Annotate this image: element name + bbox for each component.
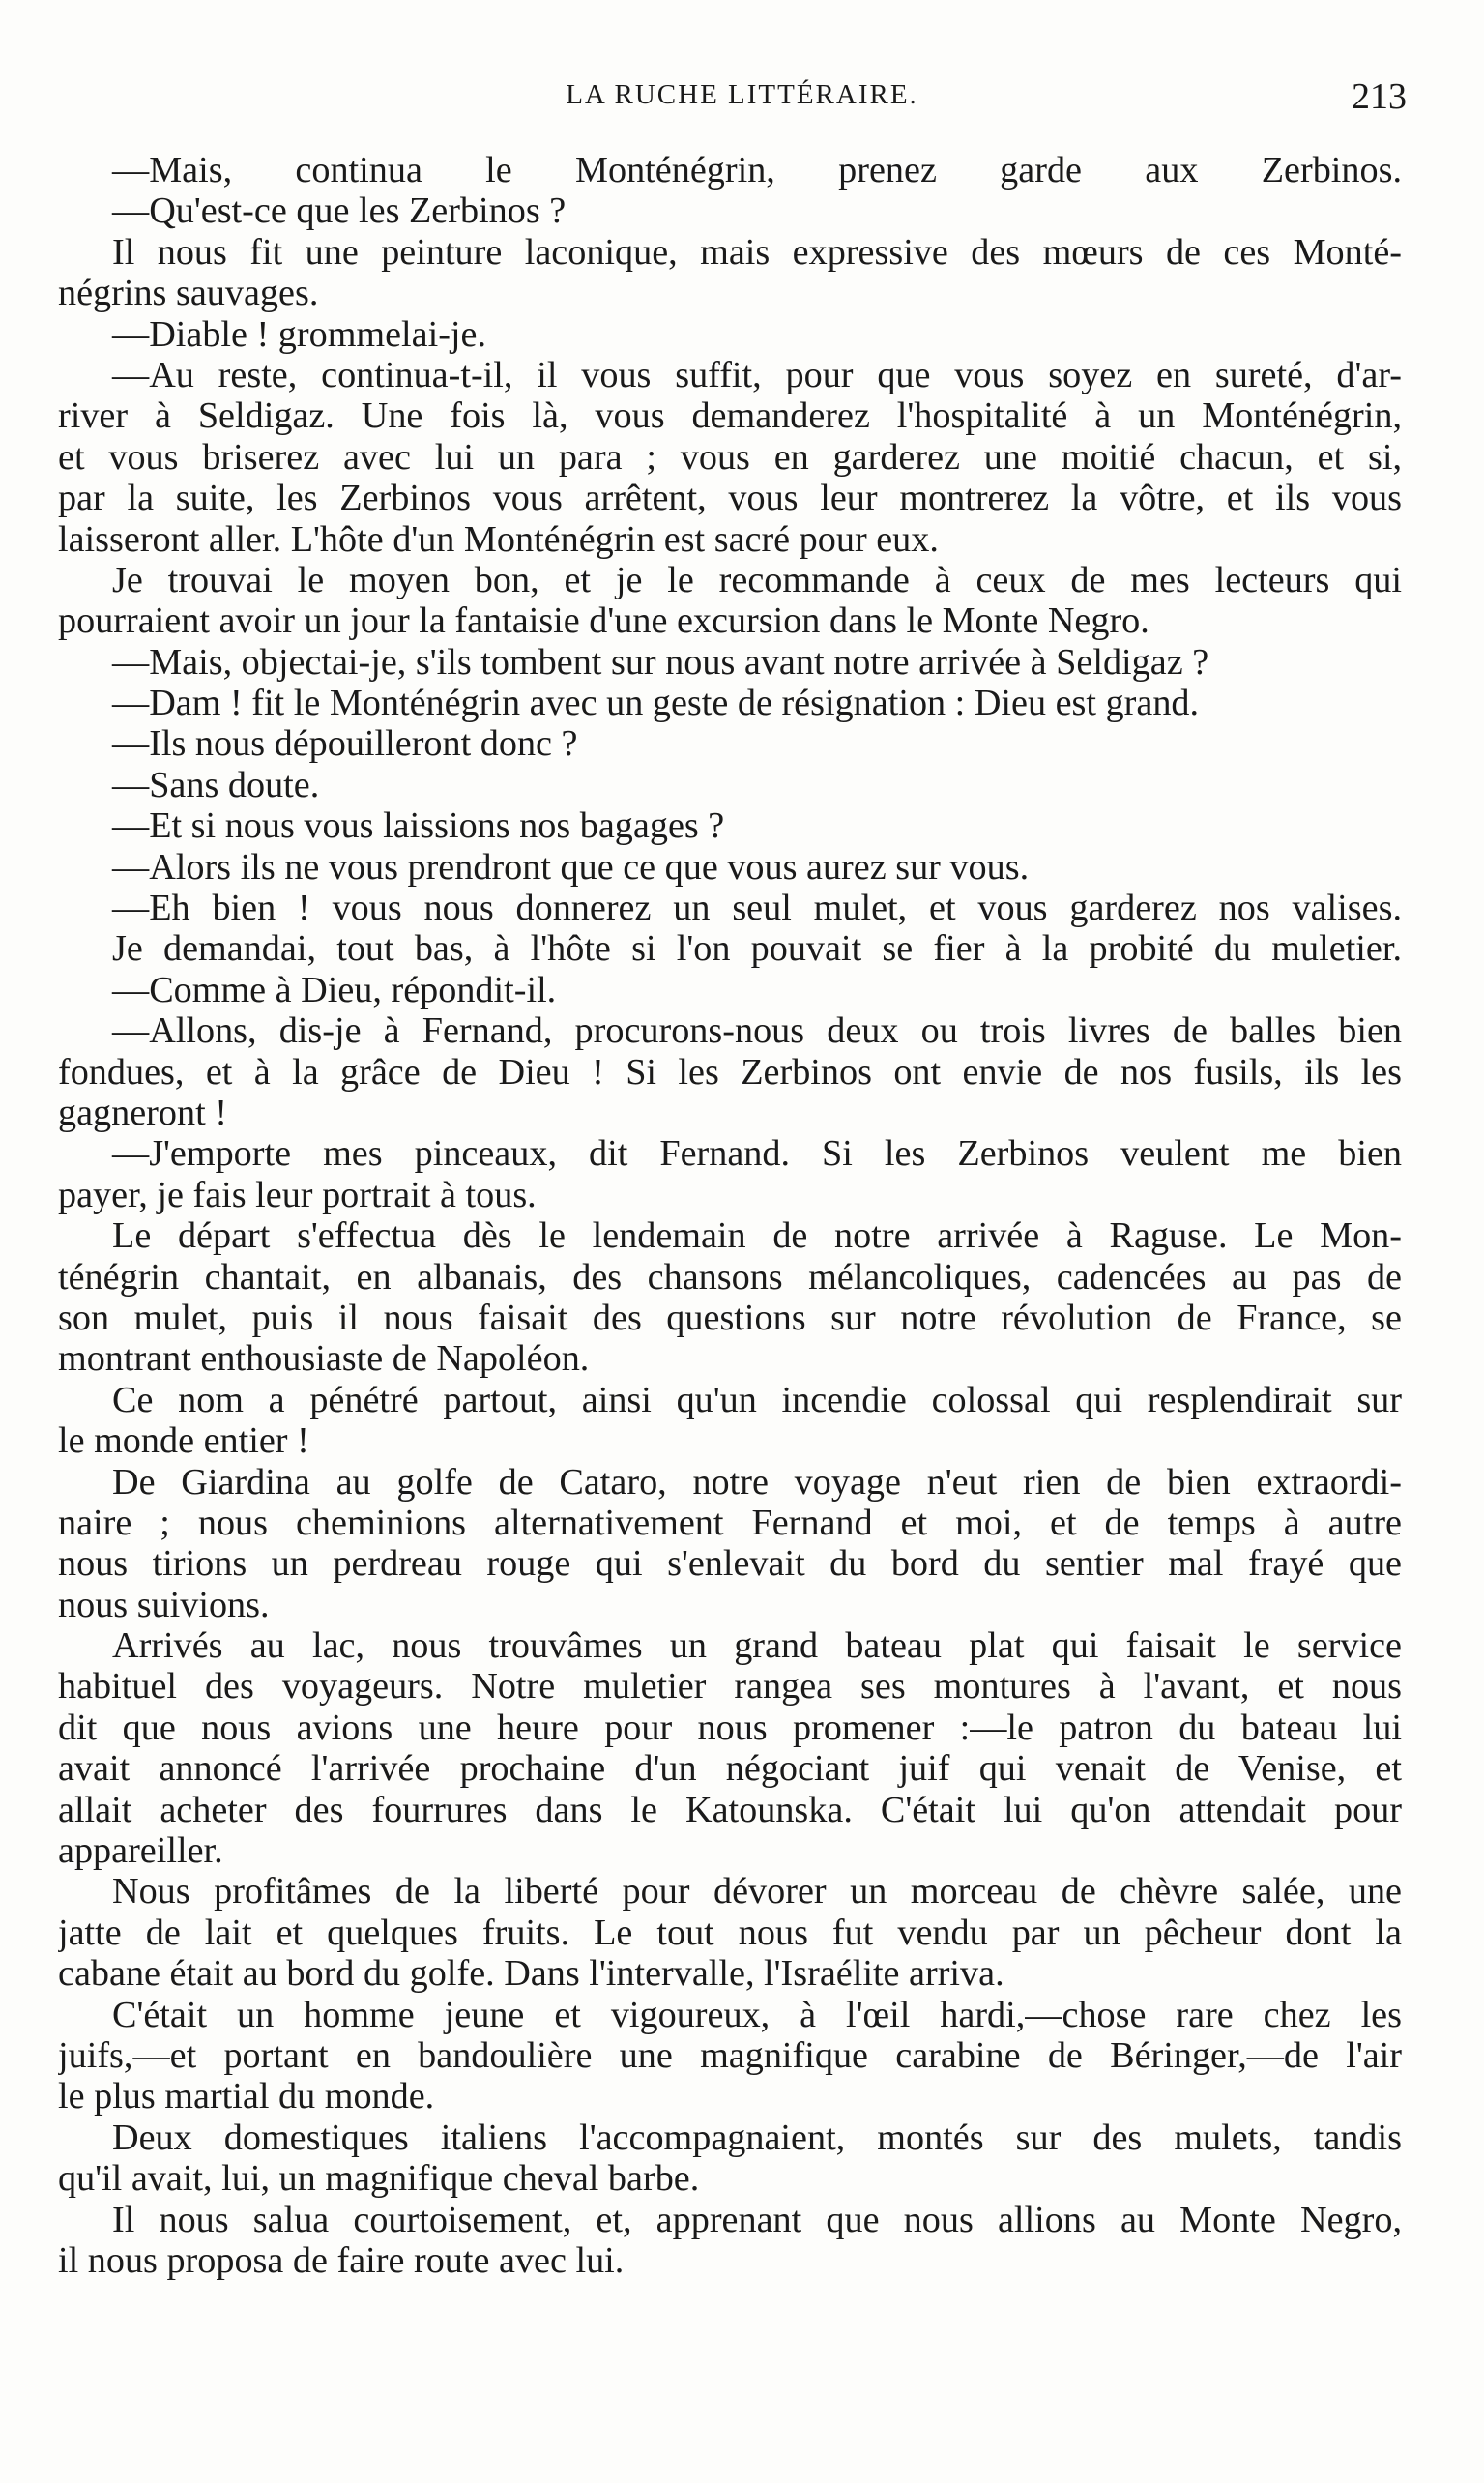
text-line: nous suivions. [58,1584,270,1625]
text-line: —Mais, continua le Monténégrin, prenez garde aux Zerbinos. [112,150,1402,190]
running-head [77,76,1407,122]
text-line: —J'emporte mes pinceaux, dit Fernand. Si les Zerbinos veulent me bien [112,1133,1402,1175]
text-line: Il nous salua courtoisement, et, apprenant que nous allions au Monte Negro, [112,2199,1402,2240]
text-line: négrins sauvages. [58,273,319,314]
text-line: Le départ s'effectua dès le lendemain de notre arrivée à Raguse. Le Mon- [112,1215,1402,1257]
text-line: par la suite, les Zerbinos vous arrêtent, vous leur montrerez la vôtre, et ils vous [58,478,1402,519]
text-line: le plus martial du monde. [58,2076,435,2118]
text-line: river à Seldigaz. Une fois là, vous demanderez l'hospitalité à un Monténégrin, [58,395,1402,437]
text-line: —Alors ils ne vous prendront que ce que vous aurez sur vous. [112,846,1030,888]
text-line: il nous proposa de faire route avec lui. [58,2239,625,2281]
text-line: qu'il avait, lui, un magnifique cheval barbe. [58,2158,700,2200]
text-line: montrant enthousiaste de Napoléon. [58,1338,590,1380]
text-line: —Sans doute. [112,764,320,805]
text-line: payer, je fais leur portrait à tous. [58,1174,537,1215]
text-line: Je trouvai le moyen bon, et je le recommande à ceux de mes lecteurs qui [112,559,1402,600]
text-line: Il nous fit une peinture laconique, mais expressive des mœurs de ces Monté- [112,231,1402,273]
text-line: —Eh bien ! vous nous donnerez un seul mulet, et vous garderez nos valises. [112,888,1402,929]
text-line: Arrivés au lac, nous trouvâmes un grand bateau plat qui faisait le service [112,1625,1402,1667]
text-line: —Ils nous dépouilleront donc ? [112,723,578,765]
text-line: Deux domestiques italiens l'accompagnaient, montés sur des mulets, tandis [112,2117,1402,2158]
text-line: appareiller. [58,1830,223,1872]
text-line: habituel des voyageurs. Notre muletier rangea ses montures à l'avant, et nous [58,1666,1402,1708]
text-line: —Diable ! grommelai-je. [112,313,487,355]
text-line: juifs,—et portant en bandoulière une magnifique carabine de Béringer,—de l'air [58,2034,1402,2076]
text-line: —Allons, dis-je à Fernand, procurons-nous deux ou trois livres de balles bien [112,1010,1402,1052]
text-line: jatte de lait et quelques fruits. Le tout nous fut vendu par un pêcheur dont la [58,1912,1402,1953]
text-line: ténégrin chantait, en albanais, des chansons mélancoliques, cadencées au pas de [58,1256,1402,1298]
text-line: nous tirions un perdreau rouge qui s'enlevait du bord du sentier mal frayé que [58,1543,1402,1585]
text-line: De Giardina au golfe de Cataro, notre voyage n'eut rien de bien extraordi- [112,1461,1402,1503]
text-line: allait acheter des fourrures dans le Katounska. C'était lui qu'on attendait pour [58,1789,1402,1830]
running-title: LA RUCHE LITTÉRAIRE. [566,79,918,110]
text-line: pourraient avoir un jour la fantaisie d'une excursion dans le Monte Negro. [58,600,1149,642]
text-line: —Mais, objectai-je, s'ils tombent sur nous avant notre arrivée à Seldigaz ? [112,641,1209,683]
page-number: 213 [1352,76,1407,117]
text-line: —Qu'est-ce que les Zerbinos ? [112,190,567,232]
text-line: avait annoncé l'arrivée prochaine d'un négociant juif qui venait de Venise, et [58,1748,1402,1790]
text-line: naire ; nous cheminions alternativement Fernand et moi, et de temps à autre [58,1502,1402,1543]
text-line: Ce nom a pénétré partout, ainsi qu'un incendie colossal qui resplendirait sur [112,1379,1402,1420]
text-line: et vous briserez avec lui un para ; vous en garderez une moitié chacun, et si, [58,436,1402,478]
text-line: dit que nous avions une heure pour nous promener :—le patron du bateau lui [58,1707,1402,1748]
text-line: —Dam ! fit le Monténégrin avec un geste de résignation : Dieu est grand. [112,683,1200,724]
text-line: laisseront aller. L'hôte d'un Monténégrin est sacré pour eux. [58,518,939,560]
text-line: gagneront ! [58,1092,227,1133]
text-line: fondues, et à la grâce de Dieu ! Si les Zerbinos ont envie de nos fusils, ils les [58,1051,1402,1093]
text-line: —Au reste, continua-t-il, il vous suffit, pour que vous soyez en sureté, d'ar- [112,354,1402,395]
text-line: C'était un homme jeune et vigoureux, à l'œil hardi,—chose rare chez les [112,1994,1402,2035]
text-line: cabane était au bord du golfe. Dans l'intervalle, l'Israélite arriva. [58,1953,1004,1995]
text-line: —Et si nous vous laissions nos bagages ? [112,805,725,847]
text-line: Nous profitâmes de la liberté pour dévorer un morceau de chèvre salée, une [112,1871,1402,1913]
text-line: son mulet, puis il nous faisait des questions sur notre révolution de France, se [58,1297,1402,1338]
text-body [58,150,1402,2281]
text-line: Je demandai, tout bas, à l'hôte si l'on pouvait se fier à la probité du muletier. [112,928,1402,970]
text-line: —Comme à Dieu, répondit-il. [112,969,557,1010]
text-line: le monde entier ! [58,1420,309,1462]
